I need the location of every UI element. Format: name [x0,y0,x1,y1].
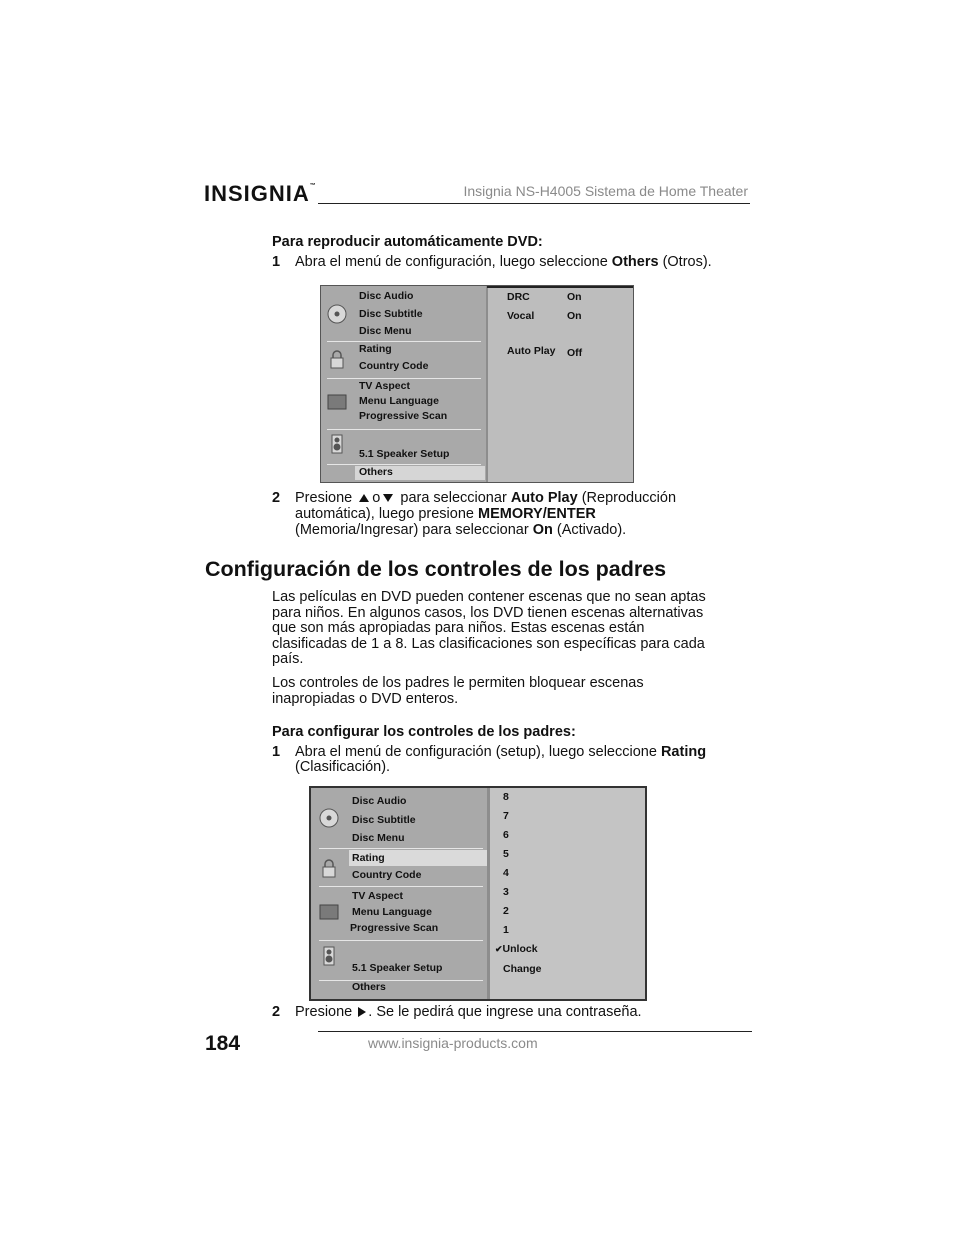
menu-item-disc-subtitle[interactable]: Disc Subtitle [352,814,416,826]
rating-option-1[interactable]: 1 [503,924,509,936]
menu-item-menu-language[interactable]: Menu Language [359,395,439,407]
menu-item-country-code[interactable]: Country Code [359,360,429,372]
option-vocal-label: Vocal [507,310,535,322]
section1-heading: Para reproducir automáticamente DVD: [272,234,543,250]
section2-title: Configuración de los controles de los padres [205,557,667,581]
menu-item-rating[interactable]: Rating [359,343,392,355]
section2-paragraph1: Las películas en DVD pueden contener escenas que no sean aptas para niños. En algunos casos, los DVD tienen escenas alternativas que son más apropiadas para niños. Estas escenas están clasificadas de 1 a 8. Las clasificaciones son específicas para cada país. [272,589,706,668]
option-drc-value[interactable]: On [567,291,582,303]
menu-item-progressive-scan[interactable]: Progressive Scan [359,410,448,422]
menu-item-tv-aspect[interactable]: TV Aspect [359,380,410,392]
rating-option-change[interactable]: Change [503,963,542,975]
tv-icon [319,902,339,922]
section1-step2: 2 Presione o para seleccionar Auto Play (Reproducción automática), luego presione MEMORY/ENTER (Memoria/Ingresar) para seleccionar On (Activado). [272,490,677,538]
rating-option-3[interactable]: 3 [503,886,509,898]
menu-item-disc-menu[interactable]: Disc Menu [359,325,412,337]
menu-item-speaker-setup[interactable]: 5.1 Speaker Setup [359,448,450,460]
lock-icon [319,858,339,878]
page-number: 184 [205,1032,241,1055]
menu-item-disc-menu[interactable]: Disc Menu [352,832,405,844]
footer-url[interactable]: www.insignia-products.com [368,1035,538,1051]
menu-item-speaker-setup[interactable]: 5.1 Speaker Setup [352,962,443,974]
menu-item-disc-subtitle[interactable]: Disc Subtitle [359,308,423,320]
menu-item-country-code[interactable]: Country Code [352,869,422,881]
menu-item-tv-aspect[interactable]: TV Aspect [352,890,403,902]
rating-option-7[interactable]: 7 [503,810,509,822]
menu-item-progressive-scan[interactable]: Progressive Scan [350,922,439,934]
setup-menu-others [320,285,634,483]
footer-rule [318,1031,752,1032]
rating-option-8[interactable]: 8 [503,791,509,803]
disc-icon [327,304,347,324]
lock-icon [327,349,347,369]
option-autoplay-value[interactable]: Off [567,347,583,359]
brand-logo: INSIGNIA™ [204,181,316,206]
menu-item-others[interactable]: Others [359,466,393,478]
rating-option-2[interactable]: 2 [503,905,509,917]
option-autoplay-label: Auto Play [507,345,556,357]
option-drc-label: DRC [507,291,530,303]
menu-item-others[interactable]: Others [352,981,386,993]
rating-option-5[interactable]: 5 [503,848,509,860]
menu-item-menu-language[interactable]: Menu Language [352,906,432,918]
header-rule [318,203,750,204]
header-title: Insignia NS-H4005 Sistema de Home Theater [463,183,748,199]
section2-paragraph2: Los controles de los padres le permiten bloquear escenas inapropiadas o DVD enteros. [272,675,644,707]
rating-option-unlock[interactable]: ✔Unlock [495,943,538,955]
section2-step1: 1 Abra el menú de configuración (setup), luego seleccione Rating (Clasificación). [272,744,707,775]
up-arrow-icon [359,494,369,502]
speaker-icon [327,434,347,454]
rating-option-4[interactable]: 4 [503,867,509,879]
speaker-icon [319,946,339,966]
down-arrow-icon [383,494,393,502]
disc-icon [319,808,339,828]
menu-item-rating[interactable]: Rating [352,852,385,864]
menu-item-disc-audio[interactable]: Disc Audio [352,795,407,807]
menu-item-disc-audio[interactable]: Disc Audio [359,290,414,302]
section2-heading: Para configurar los controles de los padres: [272,724,576,740]
setup-menu-rating [309,786,647,1001]
tv-icon [327,392,347,412]
right-arrow-icon [358,1007,366,1017]
option-vocal-value[interactable]: On [567,310,582,322]
checkmark-icon: ✔ [495,944,503,954]
rating-option-6[interactable]: 6 [503,829,509,841]
